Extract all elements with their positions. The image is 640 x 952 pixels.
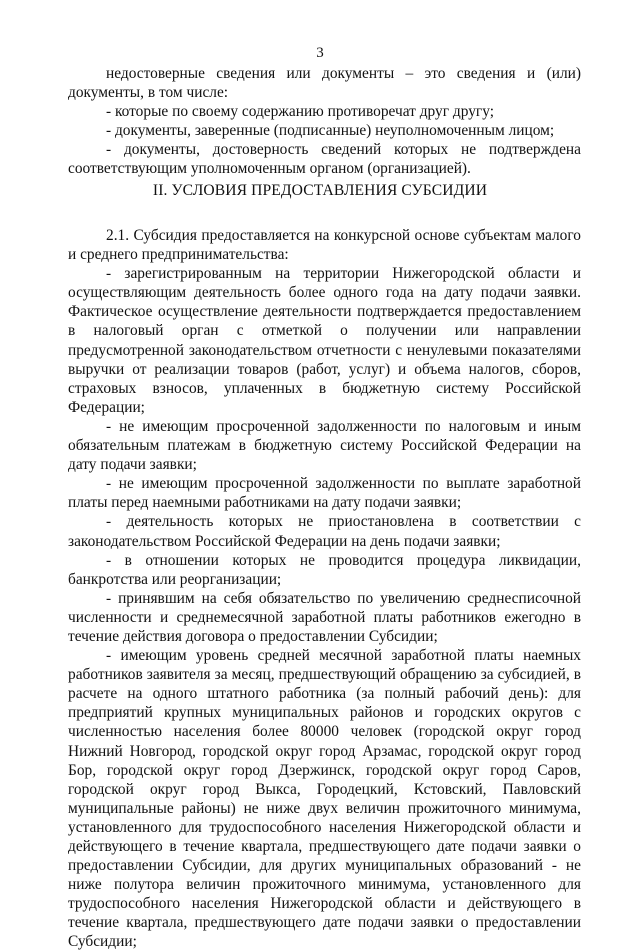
condition-item: - имеющим уровень средней месячной заработной платы наемных работников заявителя за месяц, предшествующий обращению за субсидией, в расчете на одного штатного работника (за полный рабочий день): для предприятий крупных муниципальных районов и городских округов с численностью населения более 80000 человек (городской округ город Нижний Новгород, городской округ город Арзамас, городской округ город Бор, городской округ город Дзержинск, городской округ город Саров, городской округ город Выкса, Городецкий, Кстовский, Павловский муниципальные районы) не ниже двух величин прожиточного минимума, установленного для трудоспособного населения Нижегородской области и действующего в течение квартала, предшествующего дате подачи заявки о предоставлении Субсидии, для других муниципальных образований - не ниже полутора величин прожиточного минимума, установленного для трудоспособного населения Нижегородской области и действующего в течение квартала, предшествующего дате подачи заявки о предоставлении Субсидии; bbox=[68, 647, 581, 951]
intro-text-block bbox=[68, 64, 581, 179]
intro-list-item: - документы, достоверность сведений которых не подтверждена соответствующим уполномоченным органом (организацией). bbox=[68, 141, 581, 178]
condition-item: - не имеющим просроченной задолженности по налоговым и иным обязательным платежам в бюджетную систему Российской Федерации на дату подачи заявки; bbox=[68, 417, 581, 474]
intro-paragraph: недостоверные сведения или документы – это сведения и (или) документы, в том числе: bbox=[68, 65, 581, 102]
section-paragraph: 2.1. Субсидия предоставляется на конкурсной основе субъектам малого и среднего предпринимательства: bbox=[68, 227, 581, 264]
condition-item: - принявшим на себя обязательство по увеличению среднесписочной численности и среднемесячной заработной платы работников ежегодно в течение действия договора о предоставлении Субсидии; bbox=[68, 589, 581, 645]
condition-item: - в отношении которых не проводится процедура ликвидации, банкротства или реорганизации; bbox=[68, 551, 581, 588]
condition-item: - не имеющим просроченной задолженности по выплате заработной платы перед наемными работниками на дату подачи заявки; bbox=[68, 475, 581, 512]
intro-list-item: - которые по своему содержанию противоречат друг другу; bbox=[106, 103, 494, 121]
condition-item: - зарегистрированным на территории Нижегородской области и осуществляющим деятельность более одного года на дату подачи заявки. Фактическое осуществление деятельности подтверждается предоставлением в налоговый орган с отметкой о получении или направлении предусмотренной законодательством отчетности с ненулевыми показателями выручки от реализации товаров (работ, услуг) и объема налогов, сборов, страховых взносов, уплаченных в бюджетную систему Российской Федерации; bbox=[68, 265, 581, 416]
condition-item: - деятельность которых не приостановлена в соответствии с законодательством Российской Федерации на день подачи заявки; bbox=[68, 513, 581, 550]
section-text-block bbox=[68, 226, 581, 952]
page-number: 3 bbox=[316, 45, 324, 61]
intro-list-item: - документы, заверенные (подписанные) неуполномоченным лицом; bbox=[106, 122, 555, 140]
section-heading: II. УСЛОВИЯ ПРЕДОСТАВЛЕНИЯ СУБСИДИИ bbox=[152, 182, 488, 199]
